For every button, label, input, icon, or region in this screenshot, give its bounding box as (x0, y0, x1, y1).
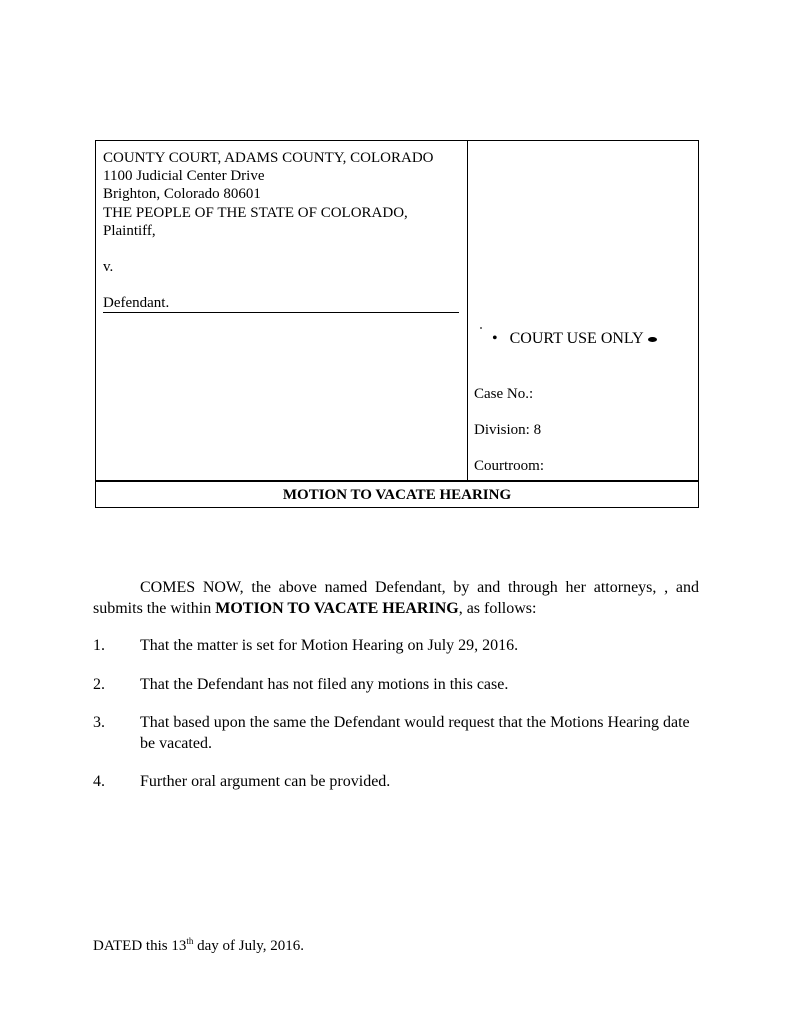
item-number: 2. (93, 676, 105, 693)
court-use-only-label (478, 329, 657, 349)
intro-text-end: , as follows: (458, 600, 537, 617)
bullet-icon: • (492, 330, 498, 347)
court-address-line1: 1100 Judicial Center Drive (103, 168, 265, 184)
intro-text: COMES NOW, the above named Defendant, by and through her attorneys, , and submits the within (93, 579, 699, 617)
defendant-label: Defendant. (103, 294, 459, 313)
dated-prefix: DATED this 13 (93, 938, 187, 954)
intro-bold-title: MOTION TO VACATE HEARING (215, 600, 459, 617)
item-text: That the matter is set for Motion Hearing on July 29, 2016. (140, 637, 519, 654)
versus-label: v. (103, 259, 114, 275)
dated-line (93, 936, 304, 956)
arrow-mark-icon (648, 337, 657, 342)
plaintiff-name: THE PEOPLE OF THE STATE OF COLORADO, (103, 205, 408, 221)
court-address-line2: Brighton, Colorado 80601 (103, 186, 261, 202)
dated-rest: day of July, 2016. (193, 938, 305, 954)
item-number: 3. (93, 714, 105, 731)
caption-court-use-cell (468, 141, 698, 480)
courtroom-label: Courtroom: (474, 458, 544, 474)
court-name: COUNTY COURT, ADAMS COUNTY, COLORADO (103, 150, 434, 166)
case-caption-table (95, 140, 699, 508)
item-text: That the Defendant has not filed any motions in this case. (140, 676, 509, 693)
caption-parties-cell (96, 141, 468, 480)
dated-ordinal-suffix: th (186, 936, 194, 946)
item-number: 1. (93, 637, 105, 654)
item-text: Further oral argument can be provided. (140, 773, 391, 790)
court-use-only-text: COURT USE ONLY (509, 330, 644, 347)
item-text: That based upon the same the Defendant would request that the Motions Hearing date be vacated. (140, 714, 690, 752)
case-number-label: Case No.: (474, 386, 534, 402)
intro-paragraph (93, 577, 699, 619)
item-number: 4. (93, 773, 105, 790)
plaintiff-role: Plaintiff, (103, 223, 156, 239)
division-label: Division: 8 (474, 422, 542, 438)
motion-title: MOTION TO VACATE HEARING (96, 480, 698, 507)
